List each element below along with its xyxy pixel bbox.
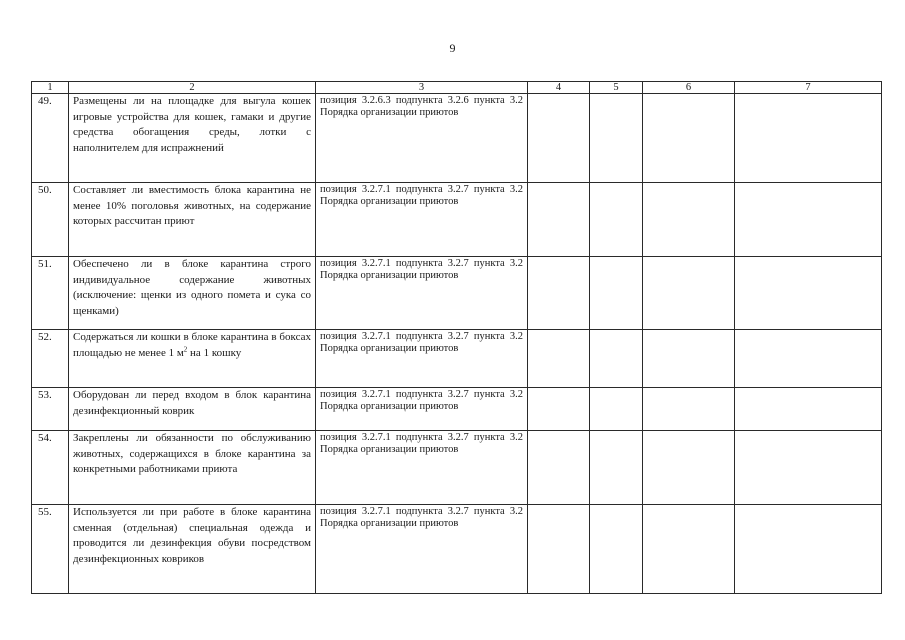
empty-cell (735, 183, 882, 257)
empty-cell (643, 330, 735, 388)
row-number: 50. (32, 183, 69, 257)
table-row (32, 505, 882, 594)
empty-cell (590, 94, 643, 183)
empty-cell (590, 257, 643, 330)
column-header: 5 (590, 82, 643, 94)
empty-cell (528, 257, 590, 330)
row-number: 53. (32, 388, 69, 431)
reference-cell: позиция 3.2.7.1 подпункта 3.2.7 пункта 3.2 Порядка организации приютов (316, 388, 528, 431)
empty-cell (735, 388, 882, 431)
table-row (32, 388, 882, 431)
empty-cell (590, 183, 643, 257)
reference-cell: позиция 3.2.6.3 подпункта 3.2.6 пункта 3.2 Порядка организации приютов (316, 94, 528, 183)
empty-cell (643, 183, 735, 257)
superscript: 2 (183, 344, 188, 353)
empty-cell (528, 94, 590, 183)
question-text: на 1 кошку (187, 346, 242, 359)
table-row (32, 94, 882, 183)
table-header-row (32, 82, 882, 94)
table-row (32, 330, 882, 388)
empty-cell (528, 431, 590, 505)
question-cell: Закреплены ли обязанности по обслуживанию животных, содержащихся в блоке карантина за конкретными работниками приюта (69, 431, 316, 505)
question-cell: Размещены ли на площадке для выгула кошек игровые устройства для кошек, гамаки и другие средства обогащения среды, лотки с наполнителем для испражнений (69, 94, 316, 183)
empty-cell (528, 183, 590, 257)
empty-cell (735, 257, 882, 330)
empty-cell (590, 505, 643, 594)
column-header: 3 (316, 82, 528, 94)
column-header: 1 (32, 82, 69, 94)
empty-cell (643, 257, 735, 330)
table-row (32, 431, 882, 505)
question-cell: Оборудован ли перед входом в блок карантина дезинфекционный коврик (69, 388, 316, 431)
column-header: 6 (643, 82, 735, 94)
reference-cell: позиция 3.2.7.1 подпункта 3.2.7 пункта 3.2 Порядка организации приютов (316, 257, 528, 330)
row-number: 49. (32, 94, 69, 183)
row-number: 52. (32, 330, 69, 388)
row-number: 55. (32, 505, 69, 594)
empty-cell (643, 388, 735, 431)
empty-cell (590, 388, 643, 431)
empty-cell (735, 431, 882, 505)
empty-cell (528, 330, 590, 388)
column-header: 7 (735, 82, 882, 94)
question-cell: Составляет ли вместимость блока карантина не менее 10% поголовья животных, на содержание которых рассчитан приют (69, 183, 316, 257)
checklist-table (31, 81, 882, 594)
column-header: 2 (69, 82, 316, 94)
empty-cell (643, 94, 735, 183)
reference-cell: позиция 3.2.7.1 подпункта 3.2.7 пункта 3.2 Порядка организации приютов (316, 431, 528, 505)
question-cell: Обеспечено ли в блоке карантина строго индивидуальное содержание животных (исключение: щенки из одного помета и сука со щенками) (69, 257, 316, 330)
reference-cell: позиция 3.2.7.1 подпункта 3.2.7 пункта 3.2 Порядка организации приютов (316, 330, 528, 388)
table-row (32, 183, 882, 257)
row-number: 54. (32, 431, 69, 505)
page-number: 9 (449, 41, 456, 55)
empty-cell (735, 330, 882, 388)
empty-cell (590, 330, 643, 388)
empty-cell (643, 431, 735, 505)
question-cell: Используется ли при работе в блоке карантина сменная (отдельная) специальная одежда и проводится ли дезинфекция обуви посредством дезинфекционных ковриков (69, 505, 316, 594)
reference-cell: позиция 3.2.7.1 подпункта 3.2.7 пункта 3.2 Порядка организации приютов (316, 183, 528, 257)
table-row (32, 257, 882, 330)
empty-cell (735, 94, 882, 183)
question-text: Содержаться ли кошки в блоке карантина в боксах площадью не менее 1 м (73, 331, 311, 359)
question-cell (69, 330, 316, 388)
empty-cell (590, 431, 643, 505)
empty-cell (735, 505, 882, 594)
empty-cell (528, 505, 590, 594)
row-number: 51. (32, 257, 69, 330)
column-header: 4 (528, 82, 590, 94)
empty-cell (528, 388, 590, 431)
empty-cell (643, 505, 735, 594)
reference-cell: позиция 3.2.7.1 подпункта 3.2.7 пункта 3.2 Порядка организации приютов (316, 505, 528, 594)
